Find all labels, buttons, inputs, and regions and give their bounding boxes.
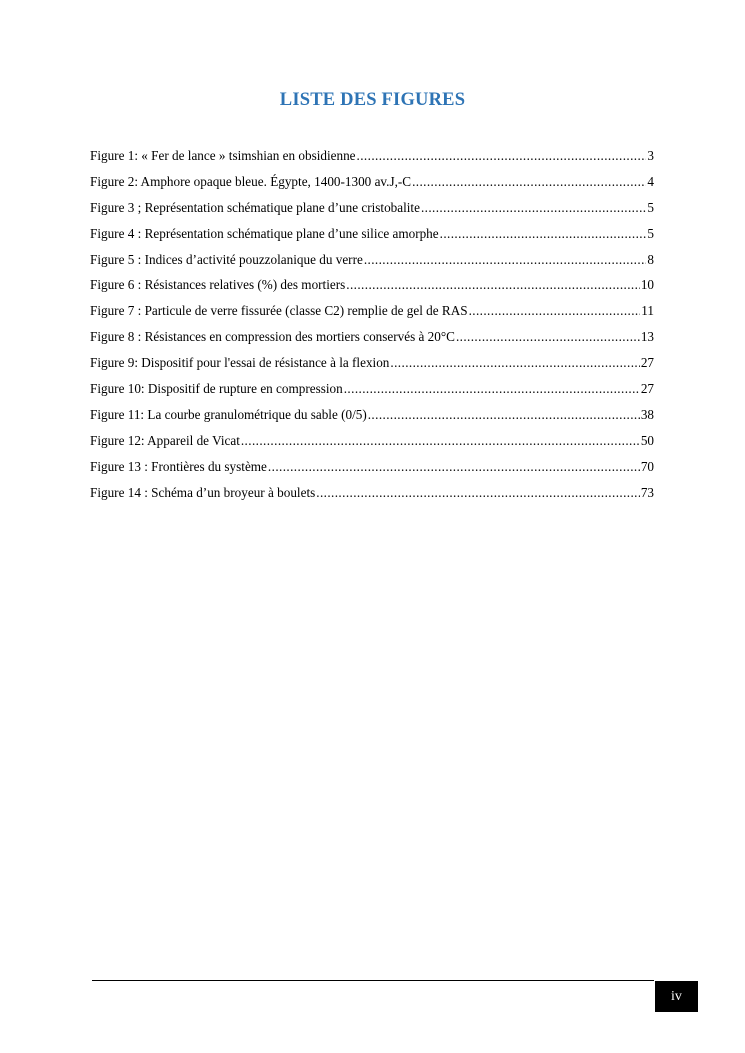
dot-leader <box>456 329 640 345</box>
footer-rule <box>92 980 654 981</box>
toc-entry-figure-10[interactable] <box>90 381 654 407</box>
toc-entry-figure-3[interactable] <box>90 200 654 226</box>
toc-entry-page: 10 <box>640 277 654 293</box>
toc-entry-label: Figure 14 : Schéma d’un broyeur à boulets <box>90 484 316 500</box>
dot-leader <box>364 252 647 268</box>
toc-entry-figure-8[interactable] <box>90 329 654 355</box>
toc-entry-label: Figure 10: Dispositif de rupture en compression <box>90 381 343 397</box>
toc-entry-page: 27 <box>640 381 654 397</box>
toc-entry-figure-5[interactable] <box>90 252 654 278</box>
toc-entry-figure-6[interactable] <box>90 277 654 303</box>
dot-leader <box>241 433 640 449</box>
toc-entry-page: 70 <box>640 458 654 474</box>
page-title: LISTE DES FIGURES <box>279 90 466 110</box>
toc-entry-figure-1[interactable] <box>90 148 654 174</box>
toc-entry-label: Figure 6 : Résistances relatives (%) des mortiers <box>90 277 346 293</box>
toc-entry-label: Figure 3 ; Représentation schématique plane d’une cristobalite <box>90 199 420 215</box>
toc-entry-page: 73 <box>640 484 654 500</box>
toc-entry-page: 3 <box>647 148 654 163</box>
toc-entry-page: 8 <box>647 251 654 267</box>
toc-entry-page: 11 <box>641 303 654 319</box>
toc-entry-label: Figure 1: « Fer de lance » tsimshian en obsidienne <box>90 148 356 163</box>
toc-entry-label: Figure 7 : Particule de verre fissurée (classe C2) remplie de gel de RAS <box>90 303 468 319</box>
toc-entry-label: Figure 12: Appareil de Vicat <box>90 432 240 448</box>
dot-leader <box>357 148 647 164</box>
toc-entry-label: Figure 2: Amphore opaque bleue. Égypte, 1400-1300 av.J,-C <box>90 173 412 189</box>
toc-entry-figure-14[interactable] <box>90 485 654 511</box>
dot-leader <box>344 381 640 397</box>
toc-entry-figure-9[interactable] <box>90 355 654 381</box>
dot-leader <box>412 174 646 190</box>
toc-entry-label: Figure 5 : Indices d’activité pouzzolanique du verre <box>90 251 363 267</box>
toc-entry-page: 4 <box>647 173 654 189</box>
toc-entry-page: 38 <box>640 406 654 422</box>
toc-entry-figure-2[interactable] <box>90 174 654 200</box>
dot-leader <box>440 226 647 242</box>
toc-entry-page: 50 <box>640 432 654 448</box>
dot-leader <box>268 459 640 475</box>
toc-entry-label: Figure 9: Dispositif pour l'essai de résistance à la flexion <box>90 355 390 371</box>
toc-entry-label: Figure 11: La courbe granulométrique du sable (0/5) <box>90 406 367 422</box>
toc-entry-figure-12[interactable] <box>90 433 654 459</box>
page-number: iv <box>655 981 698 1012</box>
dot-leader <box>368 407 640 423</box>
toc-entry-label: Figure 8 : Résistances en compression des mortiers conservés à 20°C <box>90 329 455 345</box>
toc-entry-figure-11[interactable] <box>90 407 654 433</box>
dot-leader <box>421 200 646 216</box>
toc-entry-page: 5 <box>647 199 654 215</box>
toc-entry-figure-7[interactable] <box>90 303 654 329</box>
toc-entry-page: 13 <box>640 329 654 345</box>
dot-leader <box>390 355 639 371</box>
toc-entry-label: Figure 13 : Frontières du système <box>90 458 267 474</box>
list-of-figures <box>90 148 654 510</box>
dot-leader <box>469 303 641 319</box>
toc-entry-page: 27 <box>640 355 654 371</box>
dot-leader <box>346 277 640 293</box>
toc-entry-figure-4[interactable] <box>90 226 654 252</box>
toc-entry-label: Figure 4 : Représentation schématique plane d’une silice amorphe <box>90 225 439 241</box>
toc-entry-page: 5 <box>647 225 654 241</box>
toc-entry-figure-13[interactable] <box>90 459 654 485</box>
dot-leader <box>316 485 640 501</box>
